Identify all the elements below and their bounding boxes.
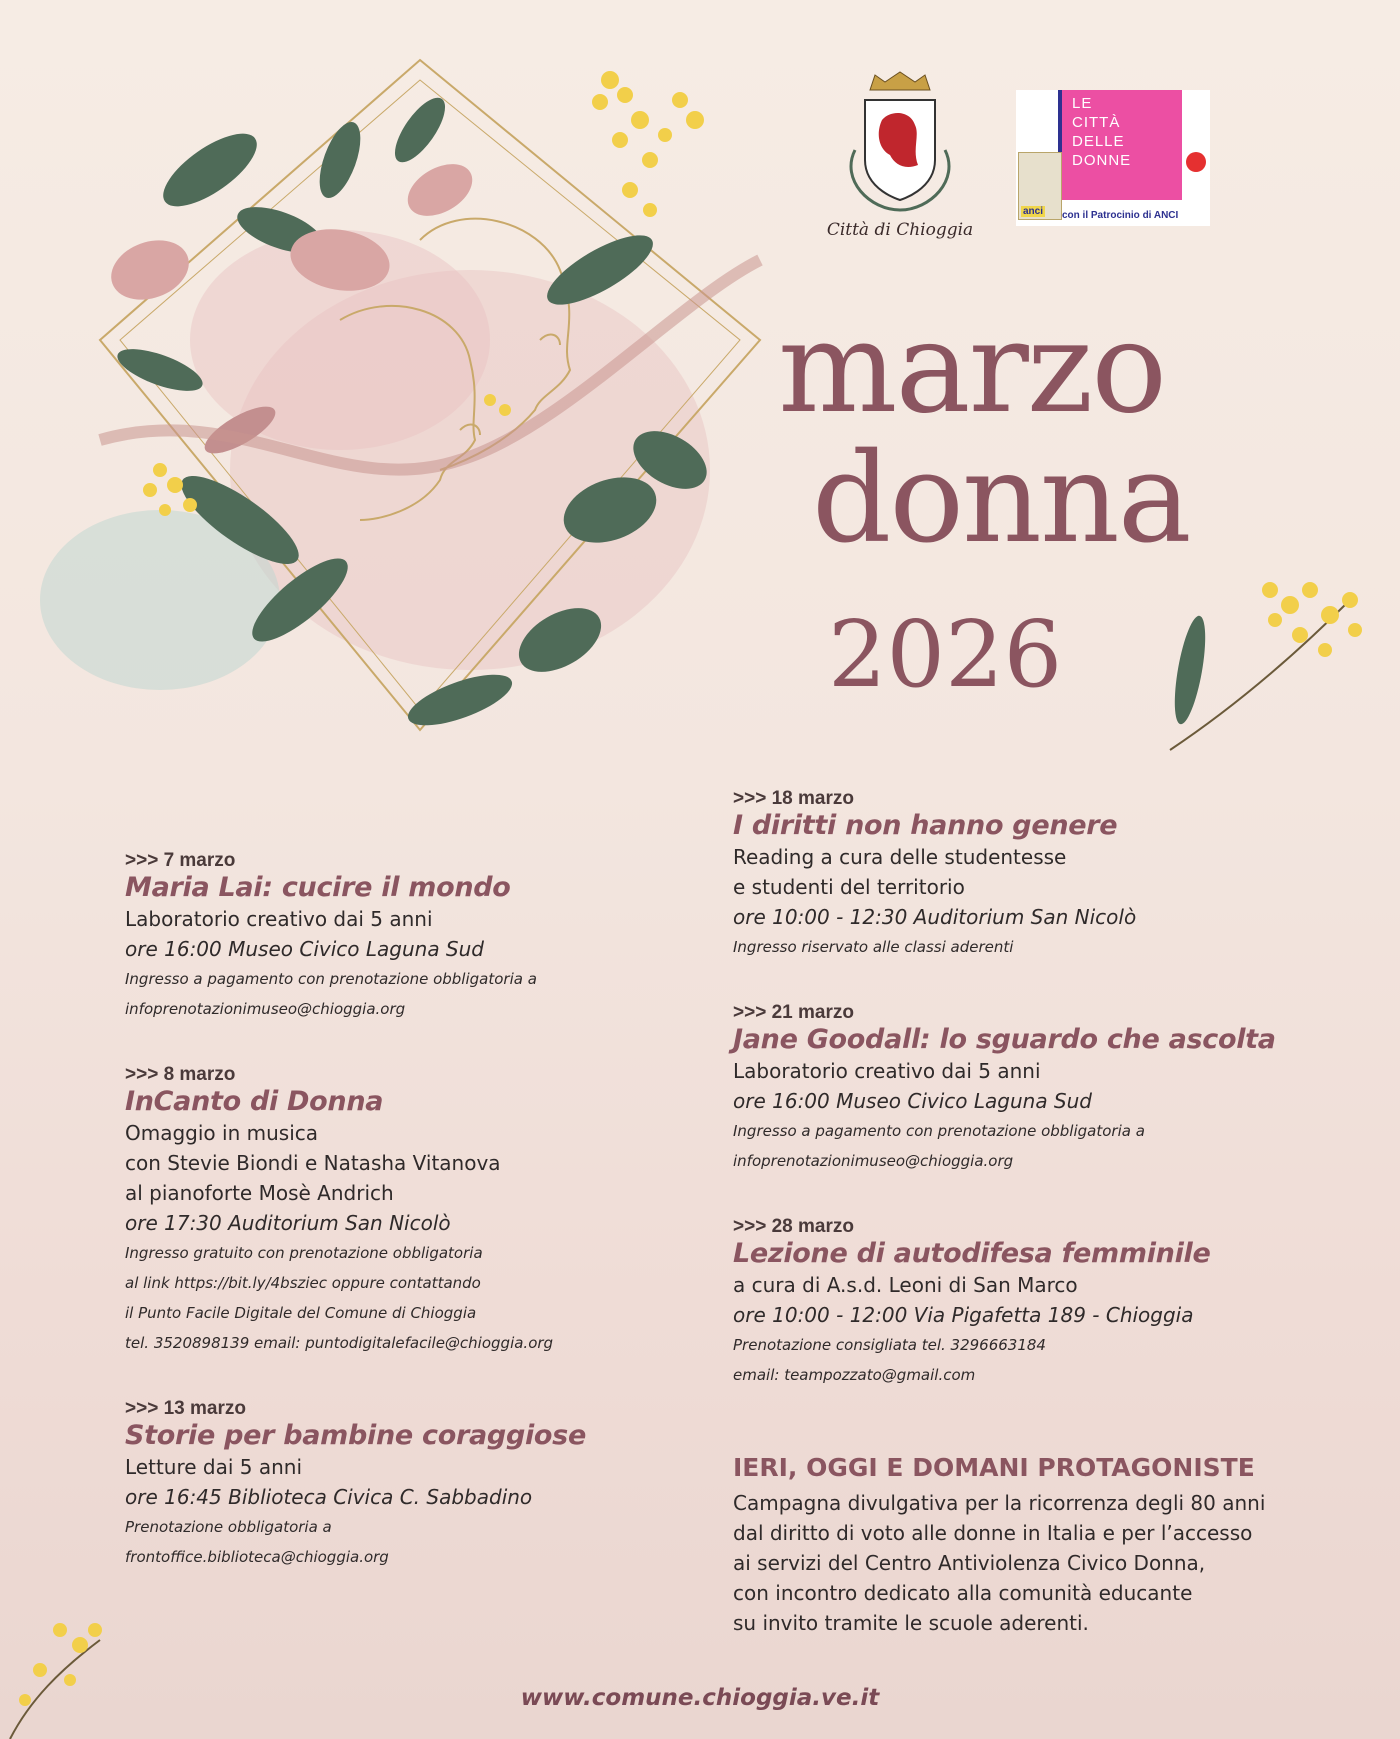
event-note: Ingresso a pagamento con prenotazione obbligatoria a (125, 970, 537, 988)
event-title: I diritti non hanno genere (733, 810, 1118, 841)
event-title: InCanto di Donna (125, 1086, 384, 1117)
campaign-line: ai servizi del Centro Antiviolenza Civico Donna, (733, 1551, 1206, 1575)
patronage-text: con il Patrocinio di ANCI (1062, 210, 1179, 221)
event-description: Reading a cura delle studentesse (733, 845, 1067, 869)
event-note: Ingresso riservato alle classi aderenti (733, 938, 1014, 956)
event-time-place: ore 16:00 Museo Civico Laguna Sud (125, 937, 484, 961)
event-description: Laboratorio creativo dai 5 anni (125, 907, 433, 931)
emblem-icon (1186, 152, 1206, 172)
title-marzo: marzo (778, 294, 1166, 441)
network-line: DELLE (1072, 133, 1125, 150)
event-date: >>> 7 marzo (125, 850, 236, 871)
event-note: il Punto Facile Digitale del Comune di Chioggia (125, 1304, 477, 1322)
event-description: con Stevie Biondi e Natasha Vitanova (125, 1151, 501, 1175)
event-note: frontoffice.biblioteca@chioggia.org (125, 1548, 389, 1566)
event-8-marzo (125, 1064, 745, 1358)
citta-delle-donne-logo (1016, 90, 1210, 226)
city-coat-of-arms-logo (820, 70, 980, 250)
event-description: Omaggio in musica (125, 1121, 318, 1145)
mimosa-branch-icon (1150, 560, 1380, 760)
event-note: Ingresso gratuito con prenotazione obbligatoria (125, 1244, 483, 1262)
event-description: a cura di A.s.d. Leoni di San Marco (733, 1273, 1078, 1297)
event-title: Storie per bambine coraggiose (125, 1420, 586, 1451)
event-title: Jane Goodall: lo sguardo che ascolta (733, 1024, 1276, 1055)
event-date: >>> 18 marzo (733, 788, 854, 809)
event-note: Ingresso a pagamento con prenotazione obbligatoria a (733, 1122, 1145, 1140)
event-note: infoprenotazionimuseo@chioggia.org (733, 1152, 1014, 1170)
event-time-place: ore 10:00 - 12:30 Auditorium San Nicolò (733, 905, 1137, 929)
event-28-marzo (733, 1216, 1373, 1390)
event-note: tel. 3520898139 email: puntodigitalefacile@chioggia.org (125, 1334, 554, 1352)
event-note: email: teampozzato@gmail.com (733, 1366, 976, 1384)
website-link[interactable]: www.comune.chioggia.ve.it (520, 1685, 880, 1711)
campaign-text (733, 1488, 1265, 1638)
event-note: infoprenotazionimuseo@chioggia.org (125, 1000, 406, 1018)
event-note: Prenotazione obbligatoria a (125, 1518, 332, 1536)
mimosa-corner-icon (0, 1600, 120, 1739)
event-7-marzo (125, 850, 725, 1024)
event-18-marzo (733, 788, 1353, 962)
floral-portrait-illustration (40, 40, 800, 780)
event-date: >>> 28 marzo (733, 1216, 854, 1237)
anci-label: anci (1023, 206, 1044, 217)
campaign-line: Campagna divulgativa per la ricorrenza degli 80 anni (733, 1491, 1266, 1515)
network-line: LE (1072, 95, 1093, 112)
event-time-place: ore 10:00 - 12:00 Via Pigafetta 189 - Chioggia (733, 1303, 1194, 1327)
campaign-line: su invito tramite le scuole aderenti. (733, 1611, 1089, 1635)
campaign-line: dal diritto di voto alle donne in Italia e per l’accesso (733, 1521, 1253, 1545)
title-donna: donna (812, 427, 1190, 571)
event-time-place: ore 16:00 Museo Civico Laguna Sud (733, 1089, 1092, 1113)
event-13-marzo (125, 1398, 725, 1572)
event-date: >>> 21 marzo (733, 1002, 854, 1023)
title-year: 2026 (828, 601, 1063, 708)
city-caption: Città di Chioggia (826, 220, 974, 240)
event-date: >>> 8 marzo (125, 1064, 236, 1085)
event-description: e studenti del territorio (733, 875, 965, 899)
event-date: >>> 13 marzo (125, 1398, 246, 1419)
network-line: CITTÀ (1072, 114, 1121, 131)
network-line: DONNE (1072, 152, 1132, 169)
campaign-line: con incontro dedicato alla comunità educante (733, 1581, 1193, 1605)
anci-logo (1018, 152, 1062, 220)
event-note: Prenotazione consigliata tel. 3296663184 (733, 1336, 1046, 1354)
event-time-place: ore 17:30 Auditorium San Nicolò (125, 1211, 451, 1235)
coat-of-arms-icon (820, 70, 980, 220)
event-time-place: ore 16:45 Biblioteca Civica C. Sabbadino (125, 1485, 533, 1509)
event-21-marzo (733, 1002, 1373, 1176)
event-description: Letture dai 5 anni (125, 1455, 303, 1479)
event-title: Lezione di autodifesa femminile (733, 1238, 1211, 1269)
network-name-box (1058, 90, 1182, 200)
event-description: al pianoforte Mosè Andrich (125, 1181, 394, 1205)
event-title: Maria Lai: cucire il mondo (125, 872, 511, 903)
event-description: Laboratorio creativo dai 5 anni (733, 1059, 1041, 1083)
campaign-heading: IERI, OGGI E DOMANI PROTAGONISTE (733, 1453, 1255, 1482)
event-note: al link https://bit.ly/4bsziec oppure contattando (125, 1274, 481, 1292)
